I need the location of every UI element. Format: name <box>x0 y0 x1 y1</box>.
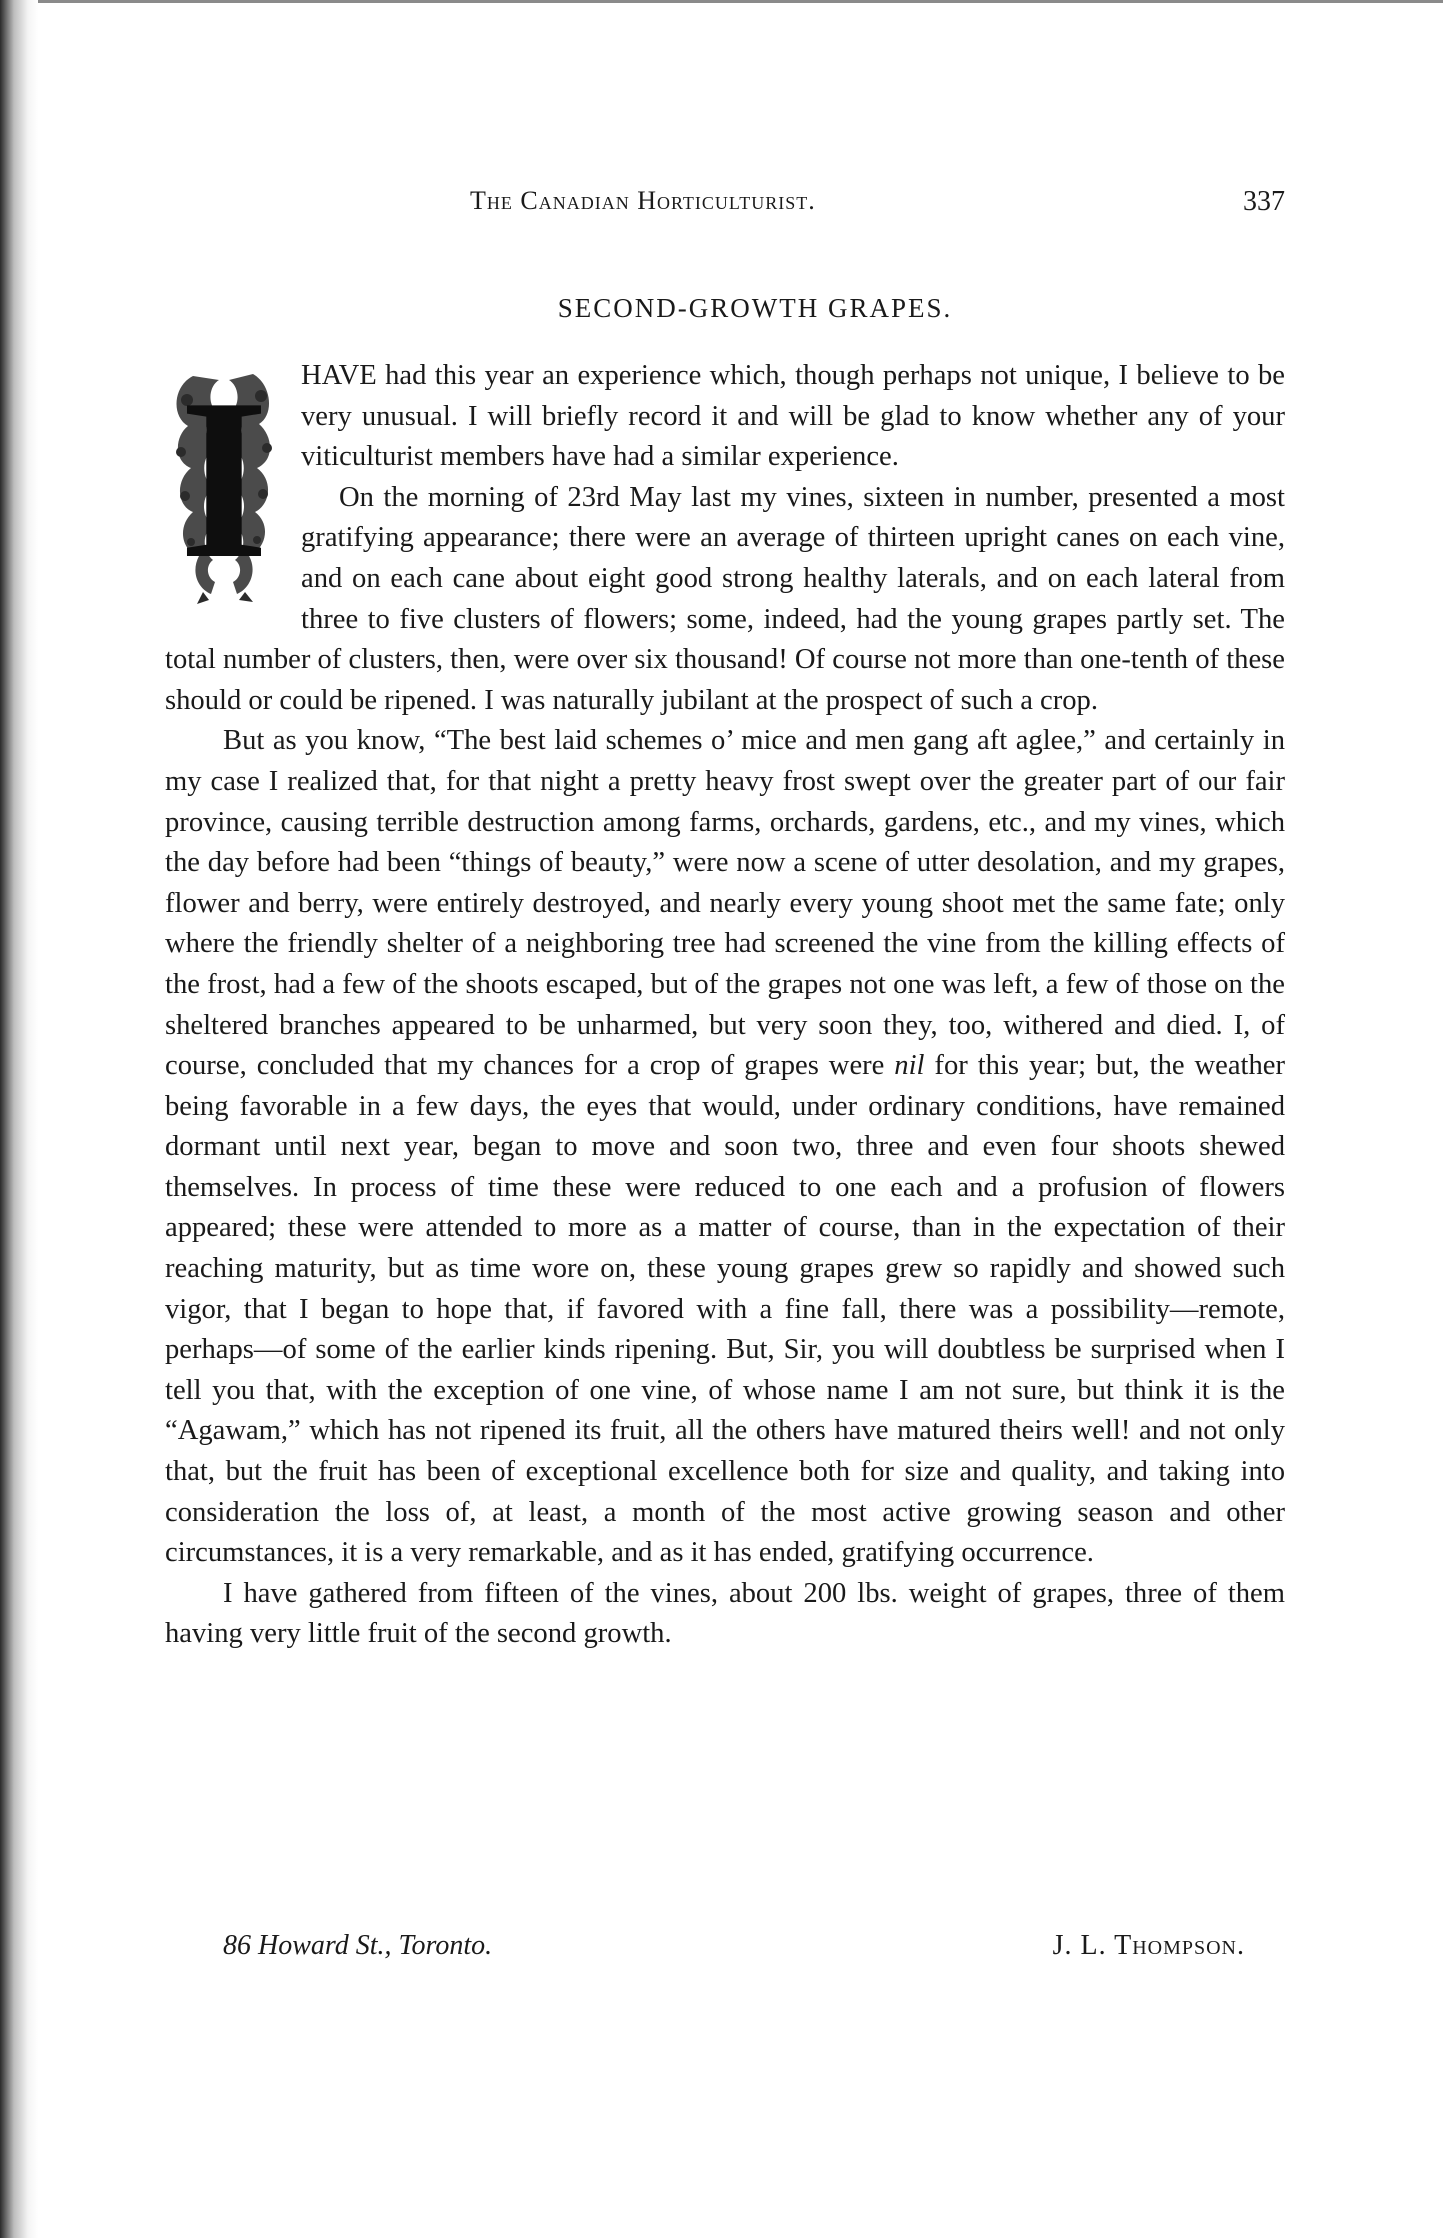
paragraph-3-part-b: for this year; but, the weather being favorable in a few days, the eyes that would, under ordinary conditions, have remained dormant until next year, began to move and soon two, three and even four shoots shewed themselves. In process of time these were reduced to one each and a profusion of flowers appeared; these were attended to more as a matter of course, than in the expectation of their reaching maturity, but as time wore on, these young grapes grew so rapidly and showed such vigor, that I began to hope that, if favored with a fine fall, there was a possibility—remote, perhaps—of some of the earlier kinds ripening. But, Sir, you will doubtless be surprised when I tell you that, with the exception of one vine, of whose name I am not sure, but think it is the “Agawam,” which has not ripened its fruit, all the others have matured theirs well! and not only that, but the fruit has been of exceptional excellence both for size and quality, and taking into consideration the loss of, at least, a month of the most active growing season and other circumstances, it is a very remarkable, and as it has ended, gratifying occurrence. <box>165 1050 1285 1569</box>
running-title: The Canadian Horticulturist. <box>470 186 816 215</box>
paragraph-3 <box>165 721 1285 1573</box>
signature-line <box>165 1930 1285 1974</box>
author-address: 86 Howard St., Toronto. <box>223 1930 493 1961</box>
author-name: J. L. Thompson. <box>1052 1930 1245 1961</box>
paragraph-3-italic-nil: nil <box>894 1050 925 1082</box>
article-title: SECOND-GROWTH GRAPES. <box>557 293 953 323</box>
paragraph-1: HAVE had this year an experience which, though perhaps not unique, I believe to be very unusual. I will briefly record it and will be glad to know whether any of your viticulturist members have had a similar experience. <box>301 360 1285 473</box>
scan-edge-shadow <box>0 0 38 2238</box>
paragraph-2: On the morning of 23rd May last my vines, sixteen in number, presented a most gratifying appearance; there were an average of thirteen upright canes on each vine, and on each cane about eight good strong healthy laterals, and on each lateral from three to five clusters of flowers; some, indeed, had the young grapes partly set. The total number of clusters, then, were over six thousand! Of course not more than one-tenth of these should or could be ripened. I was naturally jubilant at the prospect of such a crop. <box>165 481 1285 716</box>
drop-cap-ornament-icon <box>163 356 283 606</box>
svg-text:I: I <box>179 356 269 606</box>
article-body <box>165 356 1285 1655</box>
paragraph-4: I have gathered from fifteen of the vines, about 200 lbs. weight of grapes, three of them having very little fruit of the second growth. <box>165 1577 1285 1650</box>
paragraph-3-part-a: But as you know, “The best laid schemes o’ mice and men gang aft aglee,” and certainly in my case I realized that, for that night a pretty heavy frost swept over the greater part of our fair province, causing terrible destruction among farms, orchards, gardens, etc., and my vines, which the day before had been “things of beauty,” were now a scene of utter desolation, and my grapes, flower and berry, were entirely destroyed, and nearly every young shoot met the same fate; only where the friendly shelter of a neighboring tree had screened the vine from the killing effects of the frost, had a few of the shoots escaped, but of the grapes not one was left, a few of those on the sheltered branches appeared to be unharmed, but very soon they, too, withered and died. I, of course, concluded that my chances for a crop of grapes were <box>165 725 1285 1082</box>
page-top-rule <box>0 0 1443 3</box>
page-header <box>165 186 1285 226</box>
page-number: 337 <box>1243 186 1285 217</box>
ornamental-drop-cap <box>163 356 283 606</box>
